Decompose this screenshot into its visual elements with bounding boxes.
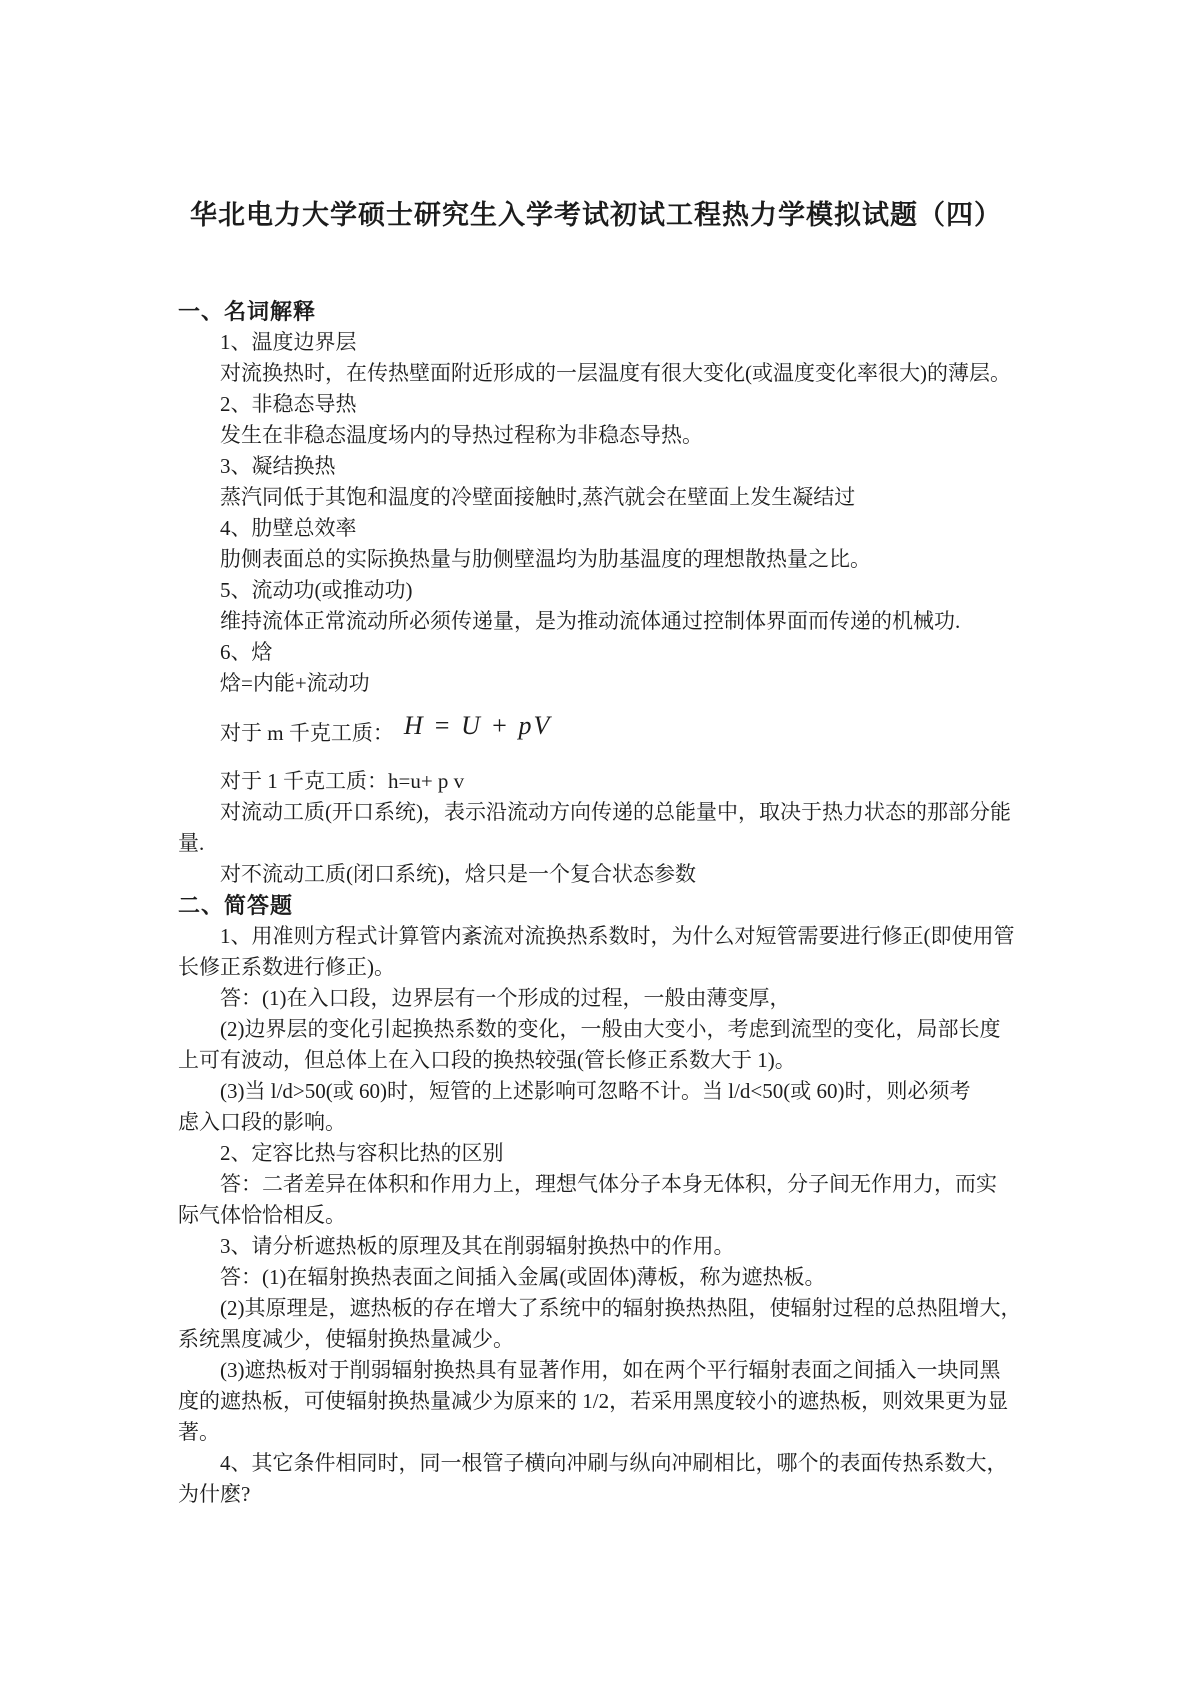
text-line: 答：(1)在入口段，边界层有一个形成的过程，一般由薄变厚，: [220, 986, 791, 1010]
text-line: 发生在非稳态温度场内的导热过程称为非稳态导热。: [220, 423, 703, 447]
text-line: 长修正系数进行修正)。: [178, 955, 395, 979]
text-line: 蒸汽同低于其饱和温度的冷壁面接触时,蒸汽就会在壁面上发生凝结过: [220, 485, 856, 509]
text-line: 2、定容比热与容积比热的区别: [220, 1141, 504, 1165]
text-line: (3)当 l/d>50(或 60)时，短管的上述影响可忽略不计。当 l/d<50(或 60)时，则必须考: [220, 1079, 971, 1103]
text-line: 3、凝结换热: [220, 454, 336, 478]
section-heading: 二、简答题: [178, 893, 294, 918]
text-line: (2)其原理是，遮热板的存在增大了系统中的辐射换热热阻，使辐射过程的总热阻增大，: [220, 1296, 1022, 1320]
formula-math: H = U + pV: [403, 711, 552, 740]
section-short-answers: [178, 890, 1022, 1510]
text-line: 际气体恰恰相反。: [178, 1203, 346, 1227]
text-line: 1、用准则方程式计算管内紊流对流换热系数时，为什么对短管需要进行修正(即使用管: [220, 924, 1015, 948]
text-line: 虑入口段的影响。: [178, 1110, 346, 1134]
text-line: 6、焓: [220, 640, 273, 664]
enthalpy-formula-line: [178, 711, 1014, 749]
text-line: (2)边界层的变化引起换热系数的变化，一般由大变小，考虑到流型的变化，局部长度: [220, 1017, 1001, 1041]
text-line: 对流换热时，在传热壁面附近形成的一层温度有很大变化(或温度变化率很大)的薄层。: [220, 361, 1011, 385]
text-line: 焓=内能+流动功: [220, 671, 370, 695]
text-line: (3)遮热板对于削弱辐射换热具有显著作用，如在两个平行辐射表面之间插入一块同黑: [220, 1358, 1001, 1382]
text-line: 对流动工质(开口系统)，表示沿流动方向传递的总能量中，取决于热力状态的那部分能: [220, 800, 1011, 824]
text-line: 上可有波动，但总体上在入口段的换热较强(管长修正系数大于 1)。: [178, 1048, 796, 1072]
text-line: 3、请分析遮热板的原理及其在削弱辐射换热中的作用。: [220, 1234, 735, 1258]
text-line: 肋侧表面总的实际换热量与肋侧壁温均为肋基温度的理想散热量之比。: [220, 547, 871, 571]
text-line: 5、流动功(或推动功): [220, 578, 413, 602]
text-line: 对不流动工质(闭口系统)，焓只是一个复合状态参数: [220, 862, 696, 886]
section-glossary: [178, 296, 1014, 890]
text-line: 答：二者差异在体积和作用力上，理想气体分子本身无体积，分子间无作用力，而实: [220, 1172, 997, 1196]
text-line: 维持流体正常流动所必须传递量，是为推动流体通过控制体界面而传递的机械功.: [220, 609, 961, 633]
text-line: 著。: [178, 1420, 220, 1444]
text-line: 1、温度边界层: [220, 330, 357, 354]
text-line: 答：(1)在辐射换热表面之间插入金属(或固体)薄板，称为遮热板。: [220, 1265, 826, 1289]
text-line: 为什麽?: [178, 1482, 251, 1506]
formula-label: 对于 m 千克工质：: [220, 721, 394, 745]
document-title: 华北电力大学硕士研究生入学考试初试工程热力学模拟试题（四）: [190, 200, 1002, 230]
section-heading: 一、名词解释: [178, 299, 317, 324]
text-line: 4、肋壁总效率: [220, 516, 357, 540]
text-line: 4、其它条件相同时，同一根管子横向冲刷与纵向冲刷相比，哪个的表面传热系数大，: [220, 1451, 1008, 1475]
text-line: 2、非稳态导热: [220, 392, 357, 416]
text-line: 度的遮热板，可使辐射换热量减少为原来的 1/2，若采用黑度较小的遮热板，则效果更为显: [178, 1389, 1009, 1413]
text-line: 系统黑度减少，使辐射换热量减少。: [178, 1327, 514, 1351]
text-line: 量.: [178, 831, 205, 855]
text-line: 对于 1 千克工质：h=u+ p v: [220, 769, 465, 793]
